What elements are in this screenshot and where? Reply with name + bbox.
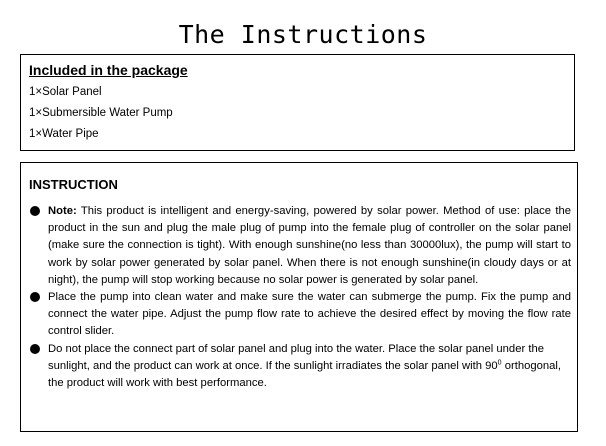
- package-contents-box: [20, 54, 575, 151]
- bullet-dot-icon: [30, 344, 40, 354]
- placement-text-b: orthogonal, the product will work with best performance.: [48, 359, 561, 390]
- pump-setup-text: Place the pump into clean water and make sure the water can submerge the pump. Fix the pump and connect the water pipe. Adjust the pump flow rate to achieve the desired effect by moving the flow rate control slider.: [48, 291, 571, 338]
- package-list: [29, 82, 173, 145]
- placement-text-a: Do not place the connect part of solar panel and plug into the water. Place the solar panel under the sunlight, and the product can work at once. If the sunlight irradiates the solar panel with 90: [48, 342, 544, 372]
- instruction-heading: INSTRUCTION: [29, 177, 118, 192]
- bullet-dot-icon: [30, 292, 40, 302]
- page-title: The Instructions: [178, 20, 428, 49]
- package-item-solar-panel: 1×Solar Panel: [29, 86, 102, 98]
- package-heading: Included in the package: [29, 62, 188, 78]
- instruction-pump-item: [29, 289, 571, 341]
- instruction-box: [20, 162, 578, 432]
- note-label: Note:: [48, 205, 77, 217]
- instruction-placement-item: [29, 341, 571, 393]
- bullet-dot-icon: [30, 206, 40, 216]
- package-item-water-pipe: 1×Water Pipe: [29, 128, 99, 140]
- degree-superscript: 0: [497, 359, 502, 367]
- note-text: This product is intelligent and energy-saving, powered by solar power. Method of use: place the product in the sun and plug the male plug of pump into the female plug of controller on the solar panel (make sure the connection is tight). With enough sunshine(no less than 30000lux), the pump will start to work by solar power generated by solar panel. When there is not enough sunshine(in cloudy days or at night), the pump will stop working because no solar power is generated by solar panel.: [48, 205, 571, 286]
- instruction-list: [29, 203, 571, 392]
- package-item-water-pump: 1×Submersible Water Pump: [29, 107, 173, 119]
- instruction-note-item: [29, 203, 571, 289]
